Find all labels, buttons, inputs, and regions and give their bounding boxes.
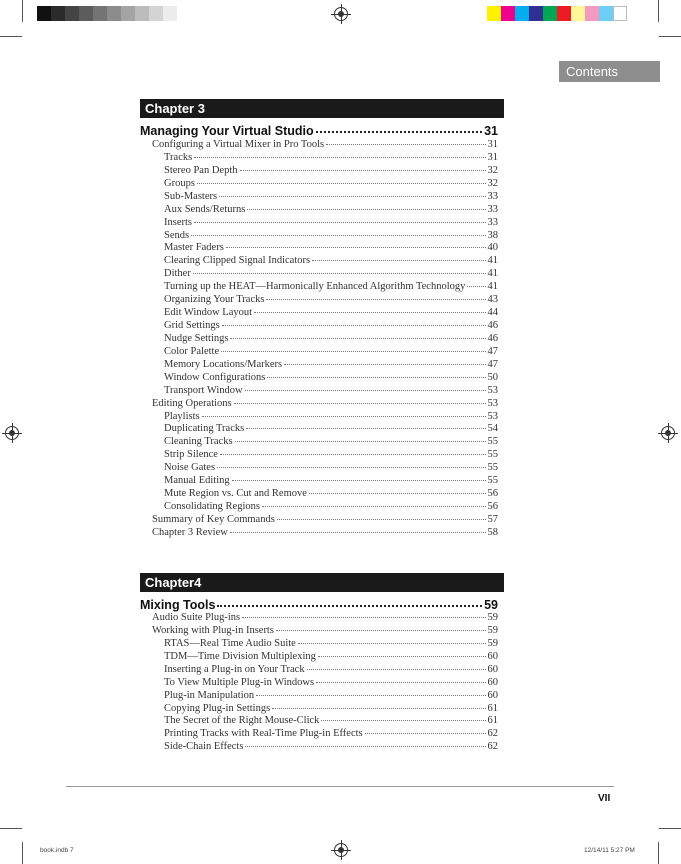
toc-entry-title: Plug-in Manipulation	[164, 689, 255, 701]
calibration-swatch	[585, 6, 599, 21]
dot-leader	[230, 338, 485, 339]
color-calibration-bar	[487, 6, 627, 21]
toc-entry-title: Strip Silence	[164, 449, 218, 461]
crop-mark	[658, 0, 659, 22]
calibration-swatch	[501, 6, 515, 21]
calibration-swatch	[599, 6, 613, 21]
dot-leader	[217, 467, 485, 468]
dot-leader	[242, 617, 485, 618]
toc-entry-title: To View Multiple Plug-in Windows	[164, 676, 315, 688]
toc-subsection-row	[164, 462, 498, 473]
toc-entry-page: 33	[487, 190, 498, 202]
slug-timestamp: 12/14/11 5:27 PM	[584, 847, 635, 854]
dot-leader	[272, 708, 485, 709]
toc-entry-page: 62	[487, 728, 498, 740]
dot-leader	[245, 746, 485, 747]
dot-leader	[246, 428, 485, 429]
toc-entry-page: 44	[487, 307, 498, 319]
dot-leader	[256, 695, 485, 696]
toc-subsection-row	[164, 436, 498, 447]
toc-entry-title: Window Configurations	[164, 371, 266, 383]
contents-tab: Contents	[559, 61, 660, 82]
dot-leader	[197, 183, 486, 184]
toc-subsection-row	[164, 423, 498, 434]
toc-entry-page: 47	[487, 345, 498, 357]
toc-entry-page: 32	[487, 164, 498, 176]
toc-subsection-row	[164, 385, 498, 396]
toc-entry-page: 31	[487, 139, 498, 150]
toc-subsection-row	[164, 307, 498, 318]
toc-entry-title: Noise Gates	[164, 462, 216, 474]
toc-entry-title: Aux Sends/Returns	[164, 203, 246, 215]
toc-entry-page: 59	[484, 598, 498, 612]
crop-mark	[22, 0, 23, 22]
toc-entry-title: Duplicating Tracks	[164, 423, 245, 435]
crop-mark	[658, 842, 659, 864]
toc-entry-page: 31	[484, 124, 498, 138]
toc-entry-title: Edit Window Layout	[164, 307, 253, 319]
toc-entry-title: Playlists	[164, 410, 200, 422]
toc-subsection-row	[164, 294, 498, 305]
toc-entry-title: Dither	[164, 268, 191, 280]
dot-leader	[247, 209, 485, 210]
toc-entry-page: 61	[487, 715, 498, 727]
dot-leader	[284, 364, 485, 365]
toc-entry-title: Chapter 3 Review	[152, 526, 228, 538]
dot-leader	[217, 605, 482, 607]
toc-entry-page: 46	[487, 332, 498, 344]
dot-leader	[266, 299, 485, 300]
toc-entry-page: 60	[487, 689, 498, 701]
toc-entry-title: Stereo Pan Depth	[164, 164, 238, 176]
slug-file-name: book.indb 7	[40, 847, 74, 854]
dot-leader	[240, 170, 486, 171]
toc-entry-title: Working with Plug-in Inserts	[152, 624, 274, 636]
toc-subsection-row	[164, 703, 498, 714]
toc-entry-page: 53	[487, 384, 498, 396]
toc-entry-page: 33	[487, 216, 498, 228]
footer-rule	[66, 786, 614, 787]
crop-mark	[22, 842, 23, 864]
toc-entry-title: Sub-Masters	[164, 190, 218, 202]
dot-leader	[194, 157, 485, 158]
dot-leader	[202, 416, 486, 417]
calibration-swatch	[515, 6, 529, 21]
toc-entry-page: 41	[487, 268, 498, 280]
dot-leader	[277, 519, 486, 520]
chapter-title-row	[140, 598, 498, 612]
toc-subsection-row	[164, 165, 498, 176]
toc-entry-page: 50	[487, 371, 498, 383]
dot-leader	[219, 196, 485, 197]
toc-subsection-row	[164, 715, 498, 726]
toc-entry-page: 47	[487, 358, 498, 370]
toc-entry-title: Turning up the HEAT—Harmonically Enhanced Algorithm Technology	[164, 281, 466, 293]
dot-leader	[235, 441, 486, 442]
calibration-swatch	[65, 6, 79, 21]
toc-subsection-row	[164, 449, 498, 460]
calibration-swatch	[51, 6, 65, 21]
toc-entry-title: Sends	[164, 229, 190, 241]
toc-entry-title: Color Palette	[164, 345, 220, 357]
toc-entry-page: 60	[487, 663, 498, 675]
dot-leader	[193, 273, 486, 274]
toc-entry-title: Nudge Settings	[164, 332, 229, 344]
crop-mark	[659, 828, 681, 829]
toc-section-row	[152, 625, 498, 636]
calibration-swatch	[107, 6, 121, 21]
toc-subsection-row	[164, 204, 498, 215]
toc-entry-title: Configuring a Virtual Mixer in Pro Tools	[152, 139, 325, 150]
toc-entry-title: Printing Tracks with Real-Time Plug-in Effects	[164, 728, 363, 740]
toc-entry-title: Cleaning Tracks	[164, 436, 233, 448]
toc-subsection-row	[164, 411, 498, 422]
registration-mark-icon	[5, 426, 19, 440]
toc-entry-title: RTAS—Real Time Audio Suite	[164, 637, 296, 649]
toc-entry-page: 61	[487, 702, 498, 714]
toc-section-row	[152, 514, 498, 525]
toc-entry-page: 55	[487, 475, 498, 487]
toc-entry-title: Transport Window	[164, 384, 243, 396]
toc-entry-page: 53	[487, 410, 498, 422]
toc-subsection-row	[164, 242, 498, 253]
dot-leader	[232, 480, 486, 481]
calibration-swatch	[93, 6, 107, 21]
dot-leader	[191, 235, 485, 236]
toc-subsection-row	[164, 191, 498, 202]
dot-leader	[230, 532, 486, 533]
registration-mark-icon	[334, 7, 348, 21]
crop-mark	[0, 828, 22, 829]
toc-entry-page: 55	[487, 436, 498, 448]
toc-entry-page: 53	[487, 397, 498, 409]
toc-entry-title: Groups	[164, 177, 195, 189]
toc-entry-page: 41	[487, 281, 498, 293]
toc-subsection-row	[164, 638, 498, 649]
dot-leader	[326, 144, 485, 145]
toc-entry-title: Summary of Key Commands	[152, 513, 275, 525]
toc-entry-title: The Secret of the Right Mouse-Click	[164, 715, 320, 727]
chapter-heading-bar: Chapter 3	[140, 99, 504, 118]
toc-entry-page: 33	[487, 203, 498, 215]
toc-subsection-row	[164, 281, 498, 292]
toc-entry-title: Managing Your Virtual Studio	[140, 124, 314, 138]
toc-subsection-row	[164, 217, 498, 228]
dot-leader	[276, 630, 486, 631]
toc-entry-title: Inserts	[164, 216, 192, 228]
toc-subsection-row	[164, 255, 498, 266]
toc-entry-page: 60	[487, 676, 498, 688]
toc-entry-title: Memory Locations/Markers	[164, 358, 283, 370]
dot-leader	[365, 733, 486, 734]
calibration-swatch	[121, 6, 135, 21]
dot-leader	[316, 131, 482, 133]
dot-leader	[321, 720, 485, 721]
dot-leader	[226, 247, 486, 248]
toc-entry-title: Mute Region vs. Cut and Remove	[164, 488, 307, 500]
toc-entry-page: 56	[487, 501, 498, 513]
toc-subsection-row	[164, 152, 498, 163]
crop-mark	[0, 36, 22, 37]
dot-leader	[318, 656, 486, 657]
toc-entry-title: Manual Editing	[164, 475, 230, 487]
toc-subsection-row	[164, 651, 498, 662]
crop-mark	[659, 36, 681, 37]
toc-entry-title: Clearing Clipped Signal Indicators	[164, 255, 311, 267]
dot-leader	[309, 493, 486, 494]
gray-calibration-bar	[37, 6, 177, 21]
dot-leader	[316, 682, 485, 683]
toc-entry-title: Grid Settings	[164, 320, 220, 332]
toc-entry-title: Inserting a Plug-in on Your Track	[164, 663, 305, 675]
calibration-swatch	[613, 6, 627, 21]
toc-subsection-row	[164, 178, 498, 189]
page-folio: VII	[598, 793, 611, 804]
dot-leader	[267, 377, 485, 378]
toc-entry-page: 32	[487, 177, 498, 189]
calibration-swatch	[163, 6, 177, 21]
toc-entry-page: 59	[487, 612, 498, 623]
toc-entry-page: 56	[487, 488, 498, 500]
dot-leader	[307, 669, 486, 670]
calibration-swatch	[37, 6, 51, 21]
toc-subsection-row	[164, 359, 498, 370]
toc-entry-page: 62	[487, 741, 498, 753]
toc-section-row	[152, 527, 498, 538]
dot-leader	[222, 325, 486, 326]
dot-leader	[194, 222, 486, 223]
toc-entry-page: 43	[487, 294, 498, 306]
calibration-swatch	[487, 6, 501, 21]
registration-mark-icon	[661, 426, 675, 440]
toc-subsection-row	[164, 333, 498, 344]
toc-section-row	[152, 139, 498, 150]
toc-subsection-row	[164, 475, 498, 486]
toc-entry-page: 46	[487, 320, 498, 332]
dot-leader	[245, 390, 486, 391]
toc-subsection-row	[164, 501, 498, 512]
toc-entry-page: 58	[487, 526, 498, 538]
toc-subsection-row	[164, 268, 498, 279]
toc-entry-title: Consolidating Regions	[164, 501, 260, 513]
dot-leader	[220, 454, 486, 455]
dot-leader	[254, 312, 485, 313]
chapter-heading-bar: Chapter4	[140, 573, 504, 592]
toc-subsection-row	[164, 372, 498, 383]
registration-mark-icon	[334, 843, 348, 857]
toc-entry-page: 41	[487, 255, 498, 267]
toc-entry-title: TDM—Time Division Multiplexing	[164, 650, 316, 662]
toc-subsection-row	[164, 320, 498, 331]
toc-subsection-row	[164, 346, 498, 357]
toc-subsection-row	[164, 690, 498, 701]
calibration-swatch	[543, 6, 557, 21]
calibration-swatch	[135, 6, 149, 21]
dot-leader	[221, 351, 485, 352]
toc-subsection-row	[164, 664, 498, 675]
toc-subsection-row	[164, 741, 498, 752]
calibration-swatch	[571, 6, 585, 21]
toc-entry-title: Editing Operations	[152, 397, 232, 409]
toc-entry-title: Audio Suite Plug-ins	[152, 612, 241, 623]
toc-subsection-row	[164, 488, 498, 499]
toc-entry-title: Copying Plug-in Settings	[164, 702, 271, 714]
toc-entry-page: 38	[487, 229, 498, 241]
dot-leader	[312, 260, 485, 261]
dot-leader	[298, 643, 486, 644]
toc-entry-title: Tracks	[164, 151, 193, 163]
toc-entry-page: 55	[487, 462, 498, 474]
dot-leader	[262, 506, 486, 507]
toc-entry-page: 55	[487, 449, 498, 461]
dot-leader	[234, 403, 486, 404]
toc-section-row	[152, 398, 498, 409]
calibration-swatch	[149, 6, 163, 21]
toc-subsection-row	[164, 728, 498, 739]
toc-entry-title: Master Faders	[164, 242, 224, 254]
toc-subsection-row	[164, 230, 498, 241]
toc-entry-page: 60	[487, 650, 498, 662]
toc-subsection-row	[164, 677, 498, 688]
dot-leader	[467, 286, 485, 287]
toc-entry-title: Side-Chain Effects	[164, 741, 244, 753]
toc-section-row	[152, 612, 498, 623]
toc-entry-title: Mixing Tools	[140, 598, 216, 612]
toc-entry-title: Organizing Your Tracks	[164, 294, 265, 306]
toc-entry-page: 59	[487, 637, 498, 649]
calibration-swatch	[79, 6, 93, 21]
chapter-title-row	[140, 124, 498, 138]
toc-entry-page: 31	[487, 151, 498, 163]
calibration-swatch	[529, 6, 543, 21]
calibration-swatch	[557, 6, 571, 21]
toc-entry-page: 57	[487, 513, 498, 525]
toc-entry-page: 54	[487, 423, 498, 435]
toc-entry-page: 59	[487, 624, 498, 636]
toc-entry-page: 40	[487, 242, 498, 254]
